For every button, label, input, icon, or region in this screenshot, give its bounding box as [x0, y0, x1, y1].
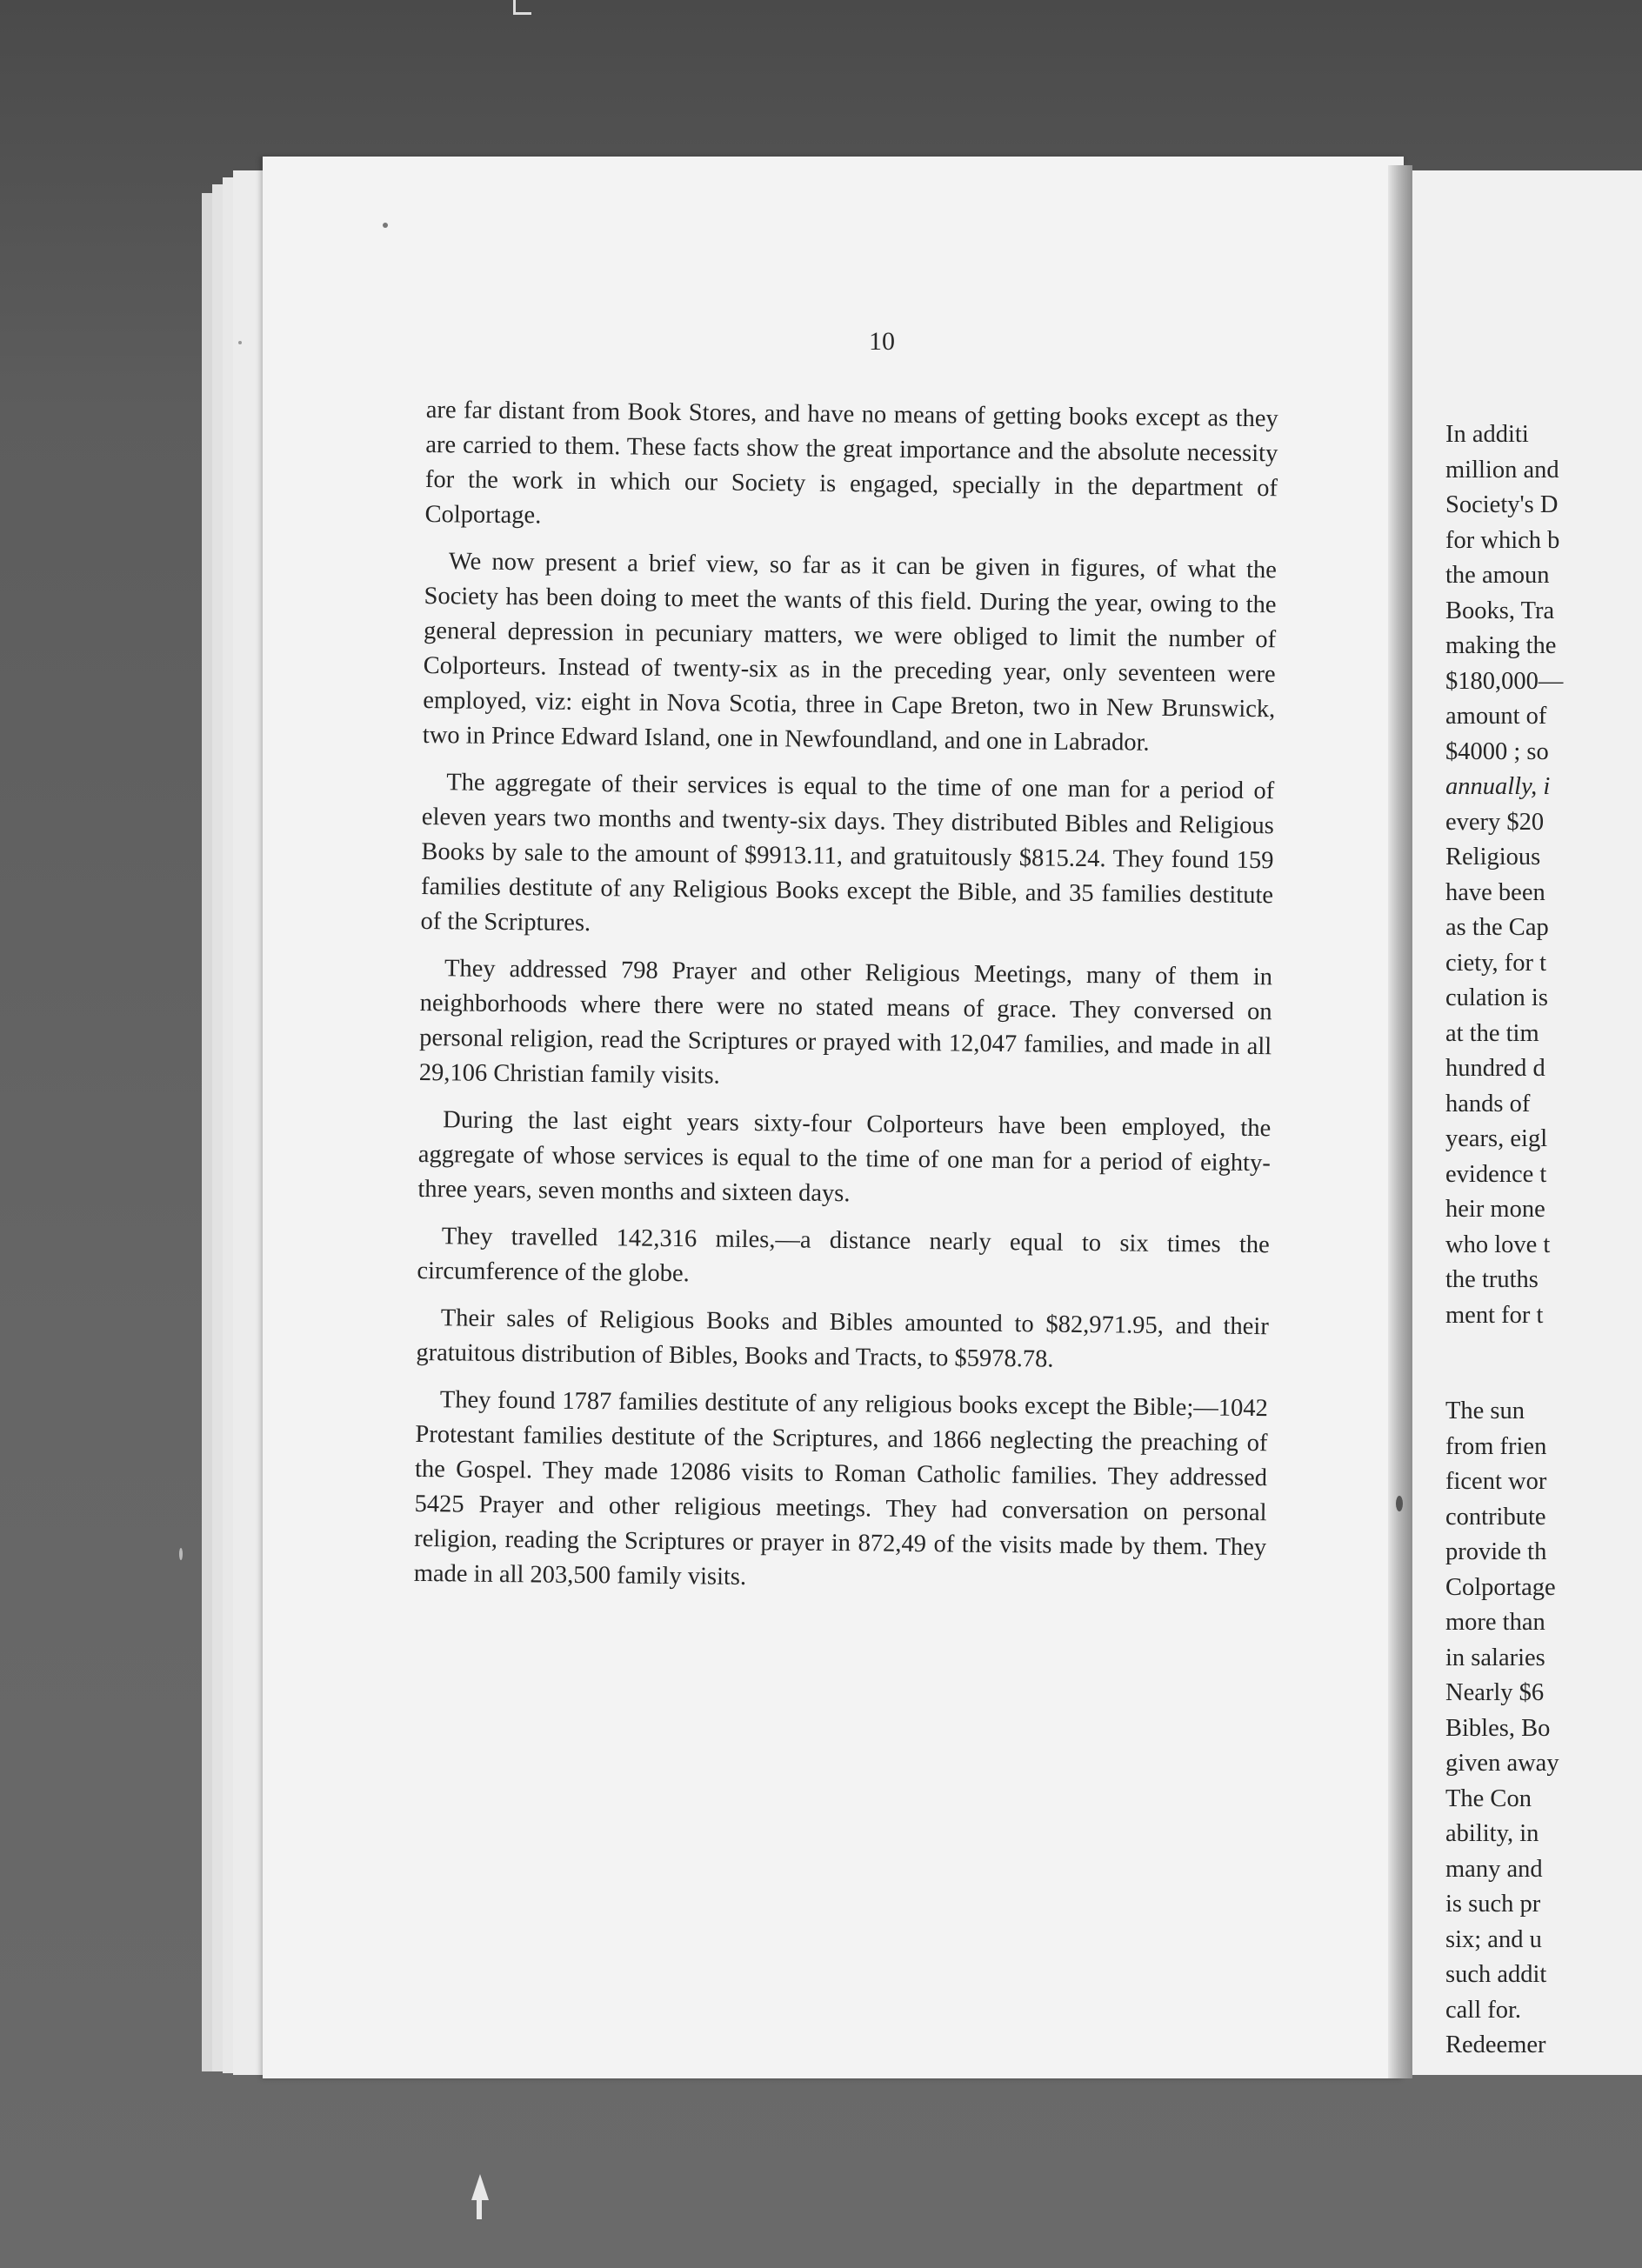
facing-line: in salaries [1445, 1644, 1545, 1671]
paragraph: They travelled 142,316 miles,—a distance nearly equal to six times the circumference of the globe. [417, 1223, 1270, 1288]
paragraph: We now present a brief view, so far as it can be given in figures, of what the Society has been doing to meet the wants of this field. During the year, owing to the general depression in pecuniary matters, we were obliged to limit the number of Colporteurs. Instead of twenty-six as in the preceding year, only seventeen were employed, viz: eight in Nova Scotia, three in Cape Breton, two in New Brunswick, two in Prince Edward Island, one in Newfoundland, and one in Labrador. [422, 548, 1278, 757]
facing-line: six; and u [1445, 1925, 1542, 1953]
facing-line: as the Cap [1445, 914, 1549, 941]
facing-line: Bibles, Bo [1445, 1714, 1551, 1742]
facing-line: Colportage [1445, 1573, 1556, 1601]
facing-line: every $20 [1445, 808, 1545, 836]
facing-line: annually, i [1445, 773, 1551, 800]
facing-line: for which b [1445, 526, 1560, 554]
page-number: 10 [869, 327, 895, 356]
facing-line: culation is [1445, 984, 1548, 1011]
facing-line: the amoun [1445, 562, 1550, 589]
pointer-icon-tail [477, 2197, 482, 2219]
facing-line: The sun [1445, 1397, 1525, 1424]
facing-line: In additi [1445, 421, 1529, 448]
paragraph: The aggregate of their services is equal to the time of one man for a period of eleven years two months and twenty-six days. They distributed Bibles and Religious Books by sale to the amount of $9913.11, and gratuitously $815.24. They found 159 families destitute of any Religious Books except the Bible, and 35 families destitute of the Scriptures. [420, 769, 1275, 937]
facing-line: Redeemer [1445, 2031, 1546, 2058]
facing-line: contribute [1445, 1503, 1546, 1531]
dust-speck [179, 1548, 183, 1560]
facing-line: given away [1445, 1750, 1559, 1777]
paragraph: Their sales of Religious Books and Bibles amounted to $82,971.95, and their gratuitous distribution of Bibles, Books and Tracts, to $5978.78. [416, 1304, 1269, 1373]
facing-line: million and [1445, 456, 1559, 484]
facing-line: ability, in [1445, 1820, 1539, 1847]
facing-line: hands of [1445, 1090, 1531, 1117]
facing-line: from frien [1445, 1432, 1547, 1460]
facing-line: more than [1445, 1609, 1545, 1636]
facing-line: Religious [1445, 844, 1541, 871]
paragraph: They addressed 798 Prayer and other Religious Meetings, many of them in neighborhoods where there were no stated means of grace. They conversed on personal religion, read the Scriptures or prayed with 12,047 families, and made in all 29,106 Christian family visits. [418, 955, 1273, 1090]
dust-speck [1396, 1496, 1403, 1511]
facing-line: Nearly $6 [1445, 1679, 1545, 1706]
facing-line: Books, Tra [1445, 597, 1555, 624]
dust-speck [238, 341, 242, 344]
facing-line: ciety, for t [1445, 949, 1547, 977]
facing-line: evidence t [1445, 1160, 1547, 1188]
facing-line: $180,000— [1445, 667, 1564, 695]
facing-line: the truths [1445, 1266, 1539, 1293]
facing-line: ment for t [1445, 1301, 1544, 1329]
facing-line: amount of [1445, 703, 1547, 730]
facing-line: hundred d [1445, 1055, 1545, 1082]
facing-line: making the [1445, 632, 1557, 659]
page-body [413, 393, 1278, 1612]
facing-line: is such pr [1445, 1891, 1541, 1918]
facing-line: The Con [1445, 1784, 1532, 1812]
facing-page-text [1445, 417, 1642, 2064]
section-gap [1445, 1333, 1642, 1394]
facing-line: ficent wor [1445, 1468, 1547, 1495]
paragraph: are far distant from Book Stores, and have no means of getting books except as they are carried to them. These facts show the great importance and the absolute necessity for the work in which our Society is engaged, specially in the department of Colportage. [424, 396, 1278, 530]
paragraph: During the last eight years sixty-four Colporteurs have been employed, the aggregate of whose services is equal to the time of one man for a period of eighty-three years, seven months and sixteen days. [417, 1106, 1272, 1208]
corner-mark [513, 0, 531, 15]
facing-line: provide th [1445, 1538, 1547, 1565]
facing-line: have been [1445, 878, 1545, 906]
facing-line: such addit [1445, 1961, 1547, 1988]
facing-line: many and [1445, 1855, 1543, 1883]
facing-line: who love t [1445, 1231, 1551, 1258]
facing-line: call for. [1445, 1996, 1522, 2024]
facing-line: at the tim [1445, 1019, 1539, 1047]
facing-line: heir mone [1445, 1196, 1545, 1223]
dust-speck [383, 223, 388, 228]
facing-line: years, eigl [1445, 1125, 1548, 1152]
facing-line: Society's D [1445, 491, 1559, 518]
book-gutter [1388, 165, 1412, 2078]
facing-line: $4000 ; so [1445, 737, 1549, 765]
paragraph: They found 1787 families destitute of any religious books except the Bible;—1042 Protestant families destitute of the Scriptures, and 1866 neglecting the preaching of the Gospel. They made 12086 visits to Roman Catholic families. They addressed 5425 Prayer and other religious meetings. They had conversation on personal religion, reading the Scriptures or prayer in 872,49 of the visits made by them. They made in all 203,500 family visits. [413, 1386, 1268, 1591]
